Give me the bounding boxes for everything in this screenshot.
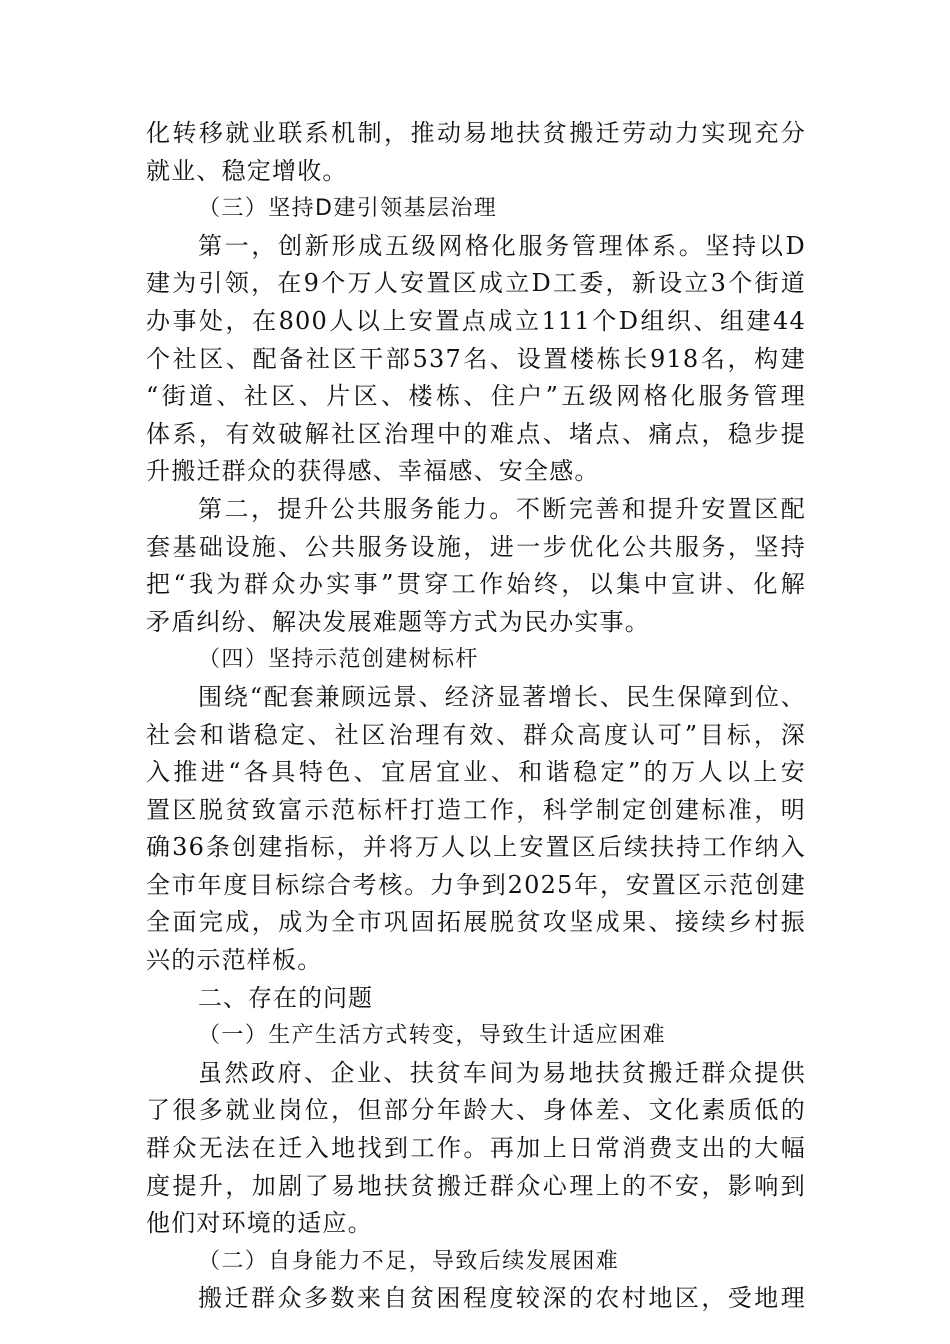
paragraph-first-line: 虽然政府、企业、扶贫车间为易地扶贫搬迁群众提供 <box>198 1058 806 1087</box>
paragraph-first-line: 第二，提升公共服务能力。不断完善和提升安置区配 <box>198 494 806 523</box>
body-text-line: 置区脱贫致富示范标杆打造工作，科学制定创建标准，明 <box>146 795 806 824</box>
section-subheading: （二）自身能力不足，导致后续发展困难 <box>198 1248 620 1274</box>
body-text-line: “街道、社区、片区、楼栋、住户”五级网格化服务管理 <box>146 382 806 411</box>
body-text-line: 就业、稳定增收。 <box>146 156 348 185</box>
body-text-line: 建为引领，在9个万人安置区成立D工委，新设立3个街道 <box>146 269 806 298</box>
body-text-line: 兴的示范样板。 <box>146 946 323 975</box>
body-text-line: 社会和谐稳定、社区治理有效、群众高度认可”目标，深 <box>146 720 806 749</box>
section-heading: 二、存在的问题 <box>198 983 373 1012</box>
body-text-line: 办事处，在800人以上安置点成立111个D组织、组建44 <box>146 306 806 335</box>
section-subheading: （四）坚持示范创建树标杆 <box>198 647 479 673</box>
body-text-line: 确36条创建指标，并将万人以上安置区后续扶持工作纳入 <box>146 833 806 862</box>
body-text-line: 个社区、配备社区干部537名、设置楼栋长918名，构建 <box>146 344 806 373</box>
paragraph-first-line: 围绕“配套兼顾远景、经济显著增长、民生保障到位、 <box>198 682 806 711</box>
section-subheading: （三）坚持D建引领基层治理 <box>198 196 498 222</box>
body-text-line: 他们对环境的适应。 <box>146 1209 373 1238</box>
body-text-line: 把“我为群众办实事”贯穿工作始终，以集中宣讲、化解 <box>146 570 806 599</box>
section-subheading: （一）生产生活方式转变，导致生计适应困难 <box>198 1023 667 1049</box>
body-text-line: 矛盾纠纷、解决发展难题等方式为民办实事。 <box>146 607 650 636</box>
body-text-line: 化转移就业联系机制，推动易地扶贫搬迁劳动力实现充分 <box>146 119 806 147</box>
body-text-line: 入推进“各具特色、宜居宜业、和谐稳定”的万人以上安 <box>146 758 806 787</box>
body-text-line: 全面完成，成为全市巩固拓展脱贫攻坚成果、接续乡村振 <box>146 908 806 937</box>
body-text-line: 了很多就业岗位，但部分年龄大、身体差、文化素质低的 <box>146 1096 806 1125</box>
body-text-line: 度提升，加剧了易地扶贫搬迁群众心理上的不安，影响到 <box>146 1171 806 1200</box>
document-body <box>146 115 806 1318</box>
body-text-line: 群众无法在迁入地找到工作。再加上日常消费支出的大幅 <box>146 1134 806 1163</box>
paragraph-first-line: 第一，创新形成五级网格化服务管理体系。坚持以D <box>198 231 806 260</box>
body-text-line: 升搬迁群众的获得感、幸福感、安全感。 <box>146 457 600 486</box>
paragraph-first-line: 搬迁群众多数来自贫困程度较深的农村地区，受地理 <box>198 1284 806 1313</box>
body-text-line: 全市年度目标综合考核。力争到2025年，安置区示范创建 <box>146 870 806 899</box>
body-text-line: 体系，有效破解社区治理中的难点、堵点、痛点，稳步提 <box>146 419 806 448</box>
body-text-line: 套基础设施、公共服务设施，进一步优化公共服务，坚持 <box>146 532 806 561</box>
